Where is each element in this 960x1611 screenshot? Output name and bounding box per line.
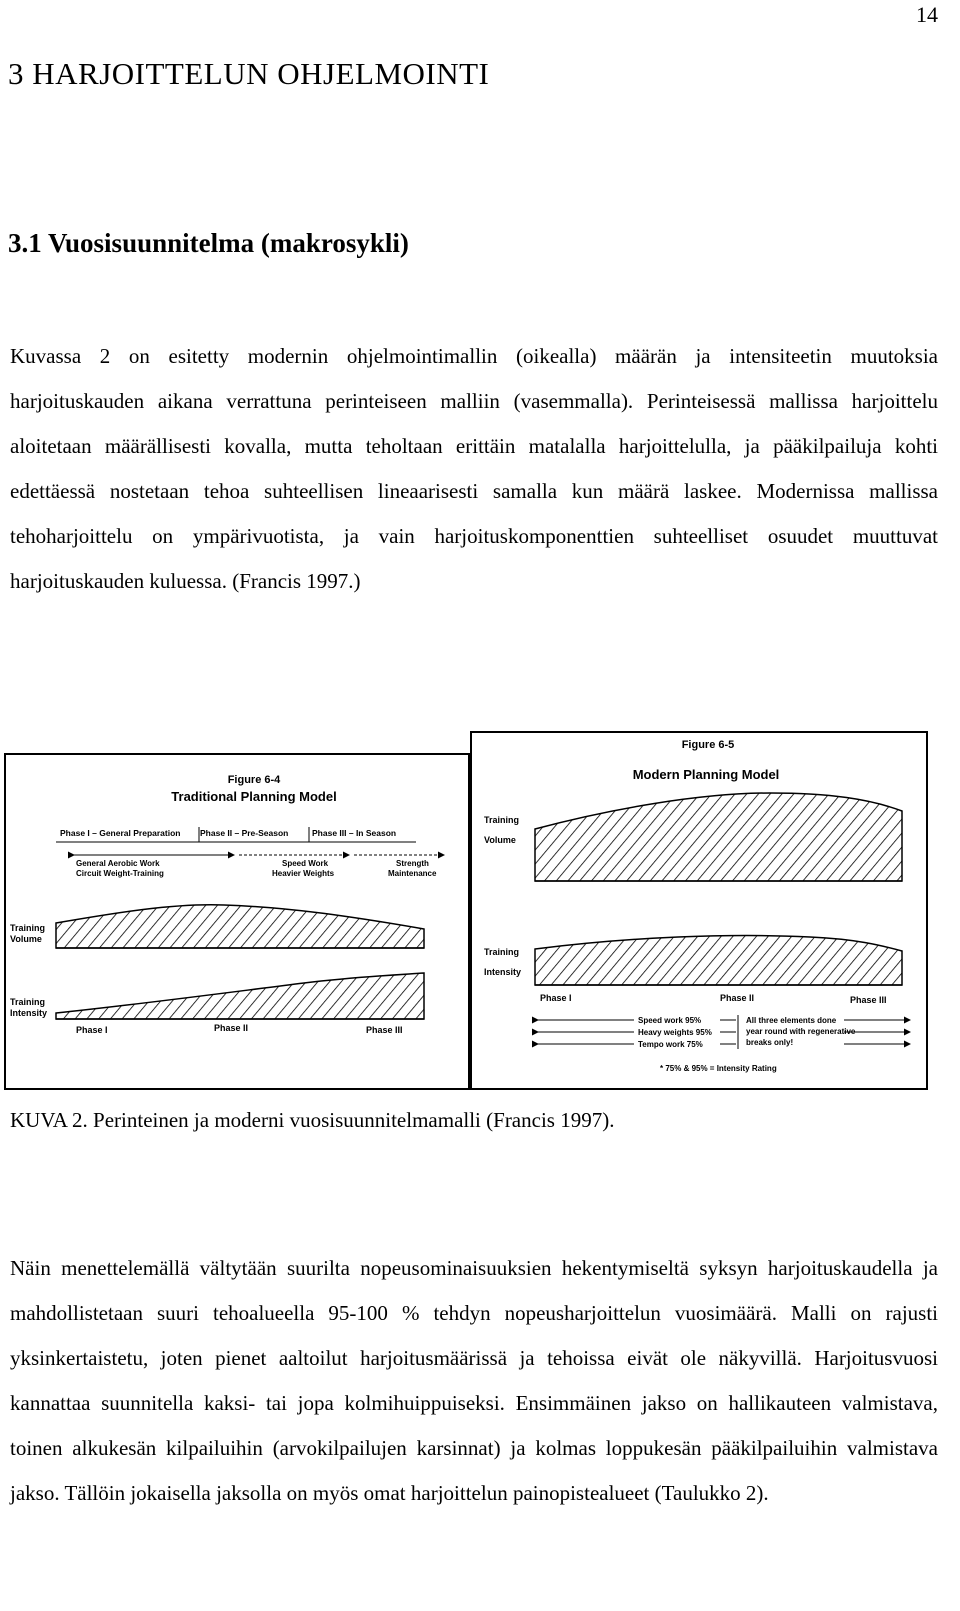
intensity-label-2: Intensity [484,967,522,977]
phase-1-label: Phase I [540,993,572,1003]
figure-title: Modern Planning Model [632,767,780,782]
phase-header-3: Phase III – In Season [312,828,397,838]
work-item-1: Speed work 95% [638,1016,702,1025]
section-title: 3.1 Vuosisuunnitelma (makrosykli) [8,228,409,258]
volume-label: Training [10,923,46,933]
figure-label: Figure 6-4 [227,774,281,786]
figure-label: Figure 6-5 [681,739,735,751]
phase-2-label: Phase II [720,993,755,1003]
phase-header-2: Phase II – Pre-Season [200,828,289,838]
page-number: 14 [916,2,938,27]
phase-3-label: Phase III [850,995,887,1005]
intensity-label: Training [10,997,46,1007]
volume-label-2: Volume [484,835,516,845]
work-label-3: Strength [396,859,429,868]
phase-3-label: Phase III [366,1025,403,1035]
figure-caption: KUVA 2. Perinteinen ja moderni vuosisuunnitelmamalli (Francis 1997). [10,1108,615,1132]
phase-1-label: Phase I [76,1025,108,1035]
volume-label-2: Volume [10,934,42,944]
modern-planning-model-figure [470,731,928,1090]
body-paragraph: Kuvassa 2 on esitetty modernin ohjelmointimallin (oikealla) määrän ja intensiteetin muutoksia harjoituskauden aikana verrattuna perinteiseen malliin (vasemmalla). Perinteisessä mallissa harjoittelu aloitetaan määrällisesti kovalla, mutta teholtaan erittäin matalalla harjoittelulla, ja pääkilpailuja kohti edettäessä nostetaan tehoa suhteellisen lineaarisesti samalla kun määrä laskee. Modernissa mallissa tehoharjoittelu on ympärivuotista, ja vain harjoituskomponenttien suhteelliset osuudet muuttuvat harjoituskauden kuluessa. (Francis 1997.) [10,344,938,593]
traditional-planning-model-figure [4,753,470,1090]
intensity-label-2: Intensity [10,1008,48,1018]
phase-2-label: Phase II [214,1023,249,1033]
note-line-2: year round with regenerative [746,1027,856,1036]
figure-title: Traditional Planning Model [171,789,337,804]
work-label-1b: Circuit Weight-Training [76,869,164,878]
intensity-label: Training [484,947,520,957]
work-label-3b: Maintenance [388,869,437,878]
modern-planning-svg [470,731,928,1090]
work-label-1: General Aerobic Work [76,859,160,868]
body-paragraph: Näin menettelemällä vältytään suurilta nopeusominaisuuksien hekentymiseltä syksyn harjoituskaudella ja mahdollistetaan suuri tehoalueella 95-100 % tehdyn nopeusharjoittelun vuosimäärä. Malli on rajusti yksinkertaistetu, joten pienet aaltoilut harjoitusmäärissä ja tehoissa eivät ole näkyvillä. Harjoitusvuosi kannattaa suunnitella kaksi- tai jopa kolmihuippuiseksi. Ensimmäinen jakso on hallikauteen valmistava, toinen alkukesän kilpailuihin (arvokilpailujen karsinnat) ja kolmas loppukesän pääkilpailuihin valmistava jakso. Tällöin jokaisella jaksolla on myös omat harjoittelun painopistealueet (Taulukko 2). [10,1256,938,1505]
volume-label: Training [484,815,520,825]
chapter-title: 3 HARJOITTELUN OHJELMOINTI [8,56,490,91]
footnote: * 75% & 95% = Intensity Rating [660,1064,777,1073]
work-item-2: Heavy weights 95% [638,1028,712,1037]
work-label-2: Speed Work [282,859,329,868]
intensity-curve [535,936,902,986]
phase-header-1: Phase I – General Preparation [60,828,181,838]
traditional-planning-svg [4,753,470,1090]
work-label-2b: Heavier Weights [272,869,335,878]
work-item-3: Tempo work 75% [638,1040,703,1049]
note-line-3: breaks only! [746,1038,794,1047]
note-line-1: All three elements done [746,1016,837,1025]
